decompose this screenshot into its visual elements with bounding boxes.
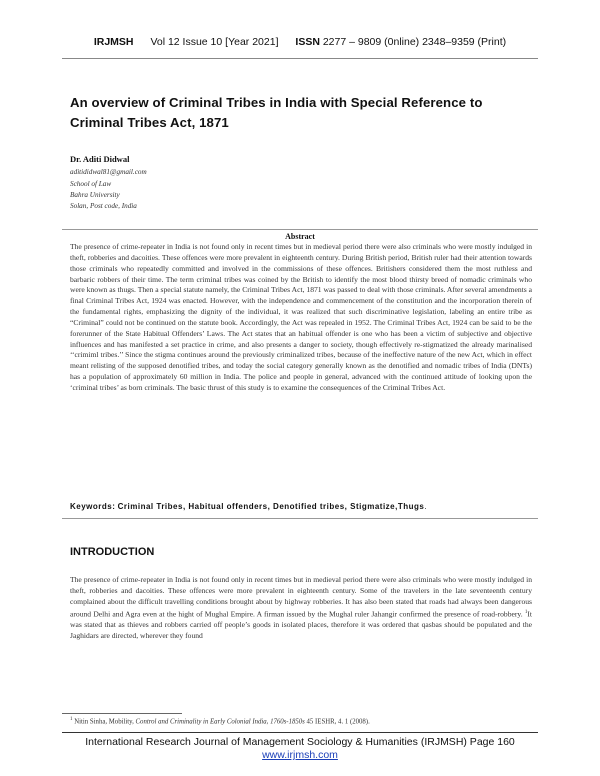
footnote [70,717,532,725]
footnote-reference[interactable]: 1 [524,609,528,615]
keywords-list: Criminal Tribes, Habitual offenders, Denotified tribes, Stigmatize,Thugs [117,502,425,511]
author-email: aditididwal81@gmail.com [70,168,147,176]
author-university: Bahra University [70,191,120,199]
section-heading-introduction: INTRODUCTION [70,546,155,558]
keywords-divider [62,518,538,519]
journal-abbrev: IRJMSH [93,36,134,48]
issn-label: ISSN [295,36,320,48]
introduction-body [70,575,532,642]
keywords-label: Keywords: [70,502,116,511]
footnote-citation: 45 IESHR, 4. 1 (2008). [304,718,370,726]
author-school: School of Law [70,180,112,188]
footer-divider [62,732,538,733]
footer-journal-page: International Research Journal of Management Sociology & Humanities (IRJMSH) Page 160 [85,736,515,748]
footnote-divider [62,713,182,714]
footnote-italic-title: Control and Criminality in Early Colonial India, 1760s-1850s [135,718,305,726]
abstract-heading: Abstract [285,232,315,241]
abstract-body: The presence of crime-repeater in India is not found only in recent times but in medieval period there were also criminals who were mostly indulged in theft, robberies and dacoities. These offences were more prevalent in eighteenth century. During British period, British ruler had their attention towards those criminals who repeatedly committed and involved in the commissions of these offences. Britishers considered them the most ruthless and barbaric robbers of their time. The term criminal tribes was coined by the British to identify the most blood thirsty breed of nomadic criminals who were known as thugs. Then a special statute namely, the Criminal Tribes Act, 1871 was passed to deal with those criminals. After several amendments a final Criminal Tribes Act, 1924 was enacted. However, with the independence and commencement of the constitution and the incorporation therein of the fundamental rights, emphasizing the dignity of the individual, it was realized that such discriminative legislation, labeling an entire tribe as “Criminal” could not be continued on the statute book. Accordingly, the Act was repealed in 1952. The Criminal Tribes Act, 1924 can be said to be the forerunner of the State Habitual Offenders’ Laws. The Act states that an habitual offender is one who has been a victim of subjective and objective influences and has manifested a set practice in crime, and also presents a danger to society, though effectively re-stigmatized the already marinalised ‘‘crimiml tribes.’’ Since the stigma continues around the previously criminalized tribes, because of the ineffective nature of the new Act, which in effect meant relisting of the supposed denotified tribes, and today the social category generally known as the denotified and nomadic tribes of India (DNTs) has a population of approximately 60 million in India. The police and people in general, advanced with the continued attitude of looking upon the ‘criminal tribes’ as born criminals. The basic thrust of this study is to examine the consequences of the Criminal Tribes Act. [70,242,532,392]
footnote-marker: 1 [70,717,73,722]
page-footer [0,736,600,762]
journal-website-link[interactable]: www.irjmsh.com [262,749,338,761]
header-divider [62,58,538,59]
footnote-text: Nitin Sinha, Mobility, [74,718,136,726]
volume-issue: Vol 12 Issue 10 [Year 2021] [150,36,279,48]
issn-numbers: 2277 – 9809 (0nline) 2348–9359 (Print) [322,36,507,48]
author-name: Dr. Aditi Didwal [70,154,130,164]
running-header [0,36,600,48]
introduction-text-continued: It was stated that as thieves and robbers carried off people’s goods in isolated places, therefore it was ordered that qasbas should be populated and the Jaghidars are directed, wherever they found [70,609,532,640]
author-location: Solan, Post code, India [70,202,137,210]
introduction-text: The presence of crime-repeater in India is not found only in recent times but in medieval period there were also criminals who were mostly indulged in theft, robberies and dacoities. These offences were more prevalent in eighteenth century. Some of the travelers in the late seventeenth century complained about the difficult travelling conditions brought about by highway robberies. It has also been stated that roads had always been dangerous around Delhi and Agra even at the hight of Mughal Empire. A firman issued by the Mughal ruler Jahangir confirmed the presence of road-robbery. [70,575,532,619]
abstract-divider [62,229,538,230]
paper-title: An overview of Criminal Tribes in India with Special Reference to Criminal Tribes Act, 1871 [70,95,483,130]
keywords: Keywords: Criminal Tribes, Habitual offenders, Denotified tribes, Stigmatize,Thugs. [70,502,427,511]
